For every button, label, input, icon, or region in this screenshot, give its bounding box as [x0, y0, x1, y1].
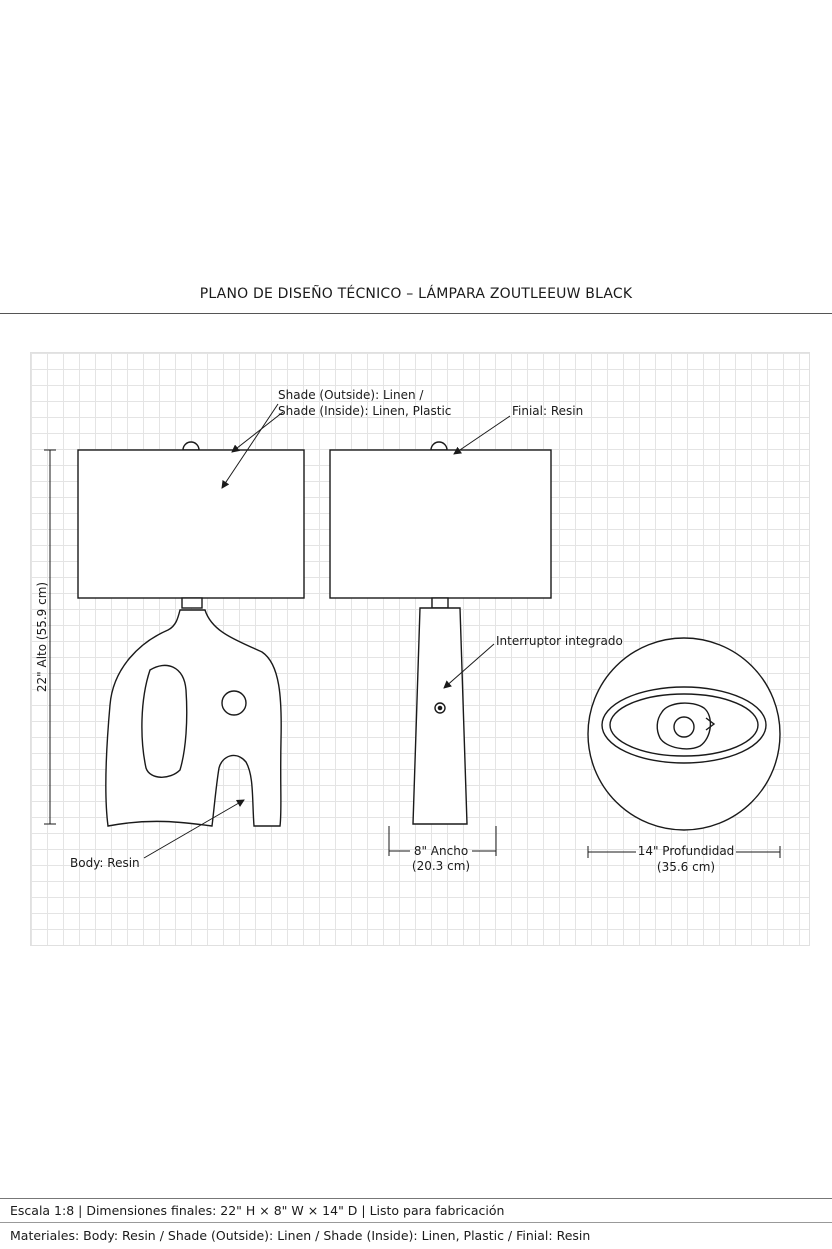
shade-outside-label: Shade (Outside): Linen /	[278, 388, 424, 402]
switch-label: Interruptor integrado	[496, 634, 623, 648]
side-body	[413, 608, 467, 824]
front-body	[106, 610, 281, 826]
side-shade	[330, 450, 551, 598]
shade-inside-label: Shade (Inside): Linen, Plastic	[278, 404, 452, 418]
shade-leader-b	[232, 412, 283, 452]
side-finial	[431, 442, 447, 450]
top-finial-center	[674, 717, 694, 737]
front-body-hole	[222, 691, 246, 715]
width-label: 8" Ancho	[413, 844, 469, 858]
materials-line: Materiales: Body: Resin / Shade (Outside): Linen / Shade (Inside): Linen, Plastic / Finial: Resin	[10, 1228, 591, 1243]
scale-dimensions-line: Escala 1:8 | Dimensiones finales: 22" H × 8" W × 14" D | Listo para fabricación	[0, 1199, 832, 1223]
top-view	[588, 638, 780, 830]
front-body-opening	[142, 665, 187, 777]
side-neck	[432, 598, 448, 608]
front-neck	[182, 598, 202, 608]
depth-label: 14" Profundidad	[637, 844, 735, 858]
front-view	[78, 442, 304, 826]
front-shade	[78, 450, 304, 598]
body-label: Body: Resin	[70, 856, 140, 870]
width-cm-label: (20.3 cm)	[411, 859, 471, 873]
finial-label: Finial: Resin	[512, 404, 584, 418]
front-finial	[183, 442, 199, 450]
title-block	[0, 1198, 832, 1249]
height-label: 22" Alto (55.9 cm)	[35, 581, 49, 693]
side-view	[330, 442, 551, 824]
depth-cm-label: (35.6 cm)	[656, 860, 716, 874]
finial-leader	[454, 416, 510, 454]
page-title: PLANO DE DISEÑO TÉCNICO – LÁMPARA ZOUTLEEUW BLACK	[199, 286, 633, 302]
